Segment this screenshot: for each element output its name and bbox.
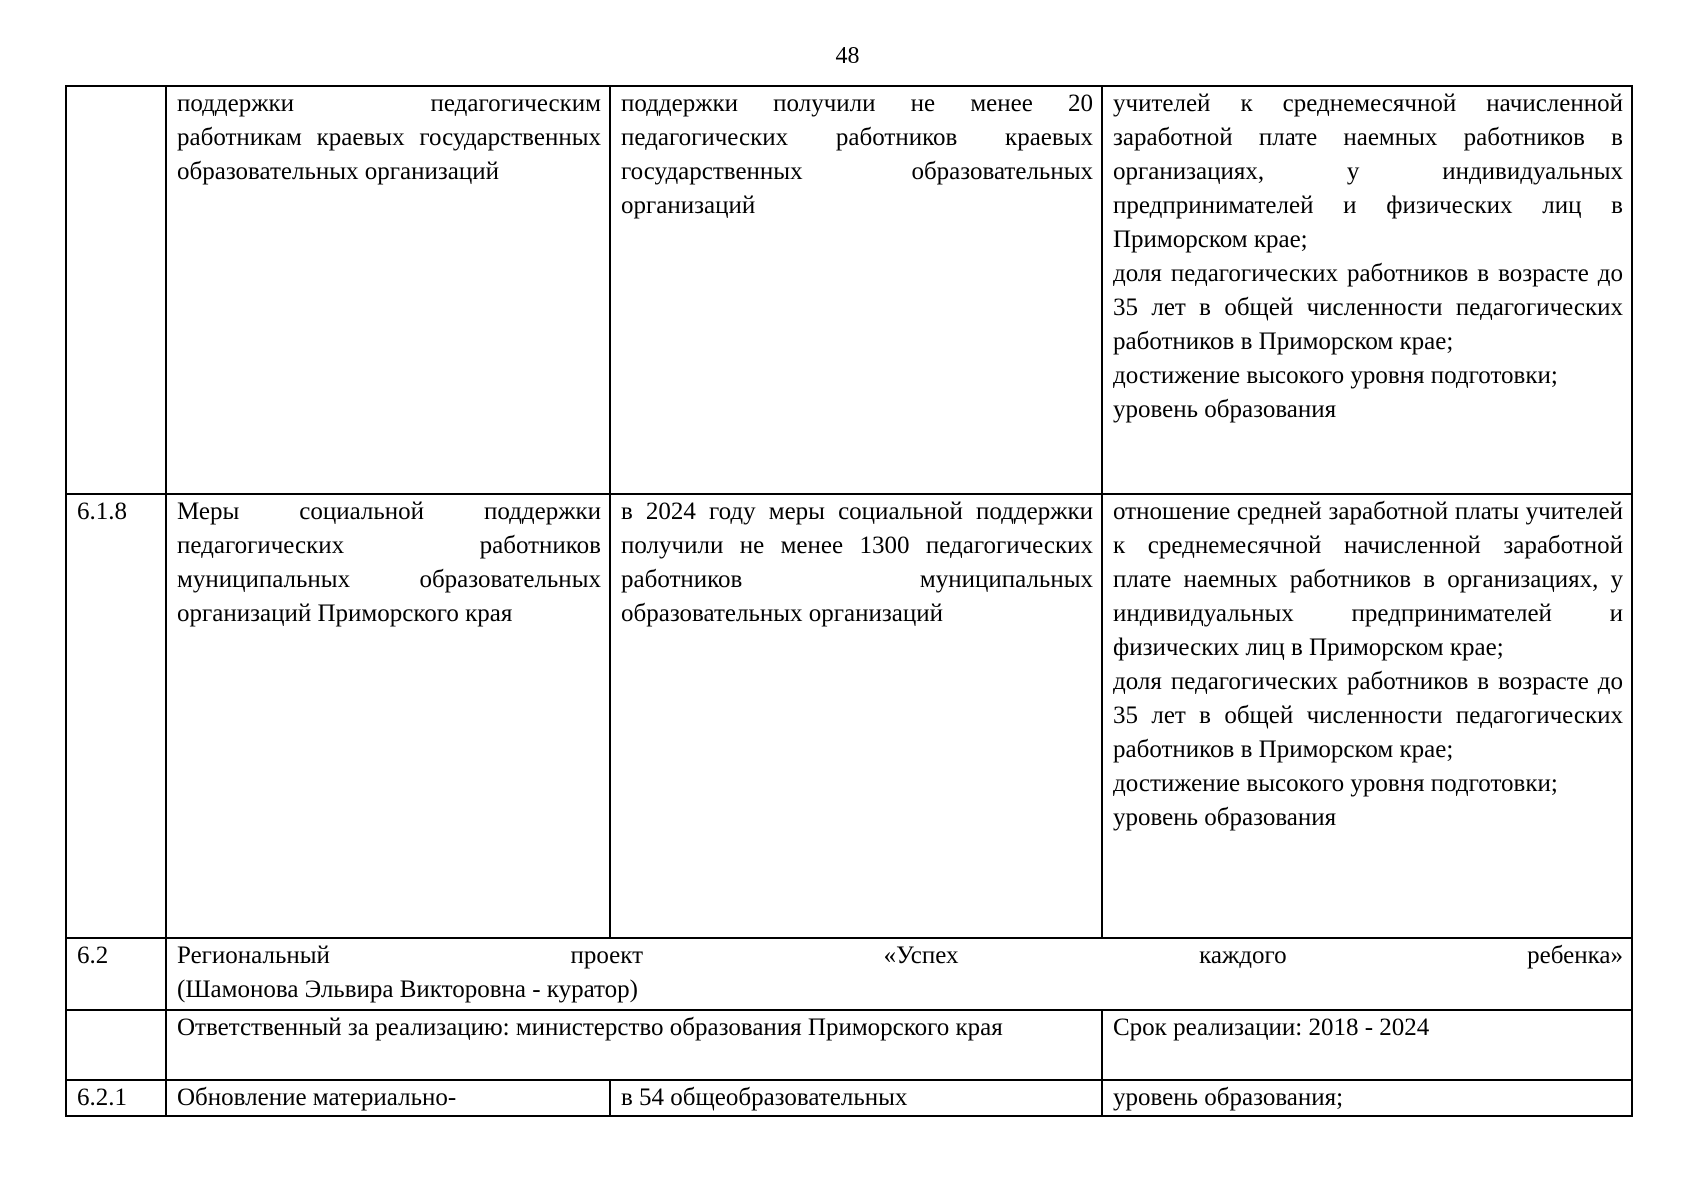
- responsible-row: [66, 1010, 1632, 1080]
- project-title-cell: [166, 938, 1632, 1010]
- project-row: [66, 938, 1632, 1010]
- result-cell: поддержки получили не менее 20 педагогических работников краевых государственных образовательных организаций: [610, 86, 1102, 494]
- indicator-item: достижение высокого уровня подготовки;: [1113, 362, 1558, 389]
- table-row: [66, 1080, 1632, 1116]
- project-title: Региональный проект «Успех каждого ребенка»: [177, 942, 1623, 969]
- indicator-item: отношение средней заработной платы учителей к среднемесячной начисленной заработной плате наемных работников в организациях, у индивидуальных предпринимателей и физических лиц в Приморском крае;: [1113, 498, 1623, 661]
- table-row: [66, 86, 1632, 494]
- result-cell: в 54 общеобразовательных: [610, 1080, 1102, 1116]
- project-curator: (Шамонова Эльвира Викторовна - куратор): [177, 976, 638, 1003]
- indicator-item: достижение высокого уровня подготовки;: [1113, 770, 1558, 797]
- indicator-item: уровень образования: [1113, 804, 1337, 831]
- measure-name-cell: Меры социальной поддержки педагогических работников муниципальных образовательных организаций Приморского края: [166, 494, 610, 938]
- indicators-cell: [1102, 86, 1632, 494]
- deadline-cell: Срок реализации: 2018 - 2024: [1102, 1010, 1632, 1080]
- responsible-cell: Ответственный за реализацию: министерство образования Приморского края: [166, 1010, 1102, 1080]
- indicator-item: доля педагогических работников в возрасте до 35 лет в общей численности педагогических работников в Приморском крае;: [1113, 668, 1623, 763]
- row-number: [66, 86, 166, 494]
- row-number: 6.2.1: [66, 1080, 166, 1116]
- indicators-cell: уровень образования;: [1102, 1080, 1632, 1116]
- measures-table: [65, 85, 1633, 1117]
- measure-name-cell: поддержки педагогическим работникам краевых государственных образовательных организаций: [166, 86, 610, 494]
- page-number: 48: [835, 43, 860, 69]
- row-number-empty: [66, 1010, 166, 1080]
- table-row: [66, 494, 1632, 938]
- indicator-item: учителей к среднемесячной начисленной заработной плате наемных работников в организациях, у индивидуальных предпринимателей и физических лиц в Приморском крае;: [1113, 90, 1623, 253]
- indicator-item: доля педагогических работников в возрасте до 35 лет в общей численности педагогических работников в Приморском крае;: [1113, 260, 1623, 355]
- measure-name-cell: Обновление материально-: [166, 1080, 610, 1116]
- row-number: 6.2: [66, 938, 166, 1010]
- indicators-cell: [1102, 494, 1632, 938]
- row-number: 6.1.8: [66, 494, 166, 938]
- result-cell: в 2024 году меры социальной поддержки получили не менее 1300 педагогических работников муниципальных образовательных организаций: [610, 494, 1102, 938]
- indicator-item: уровень образования: [1113, 396, 1337, 423]
